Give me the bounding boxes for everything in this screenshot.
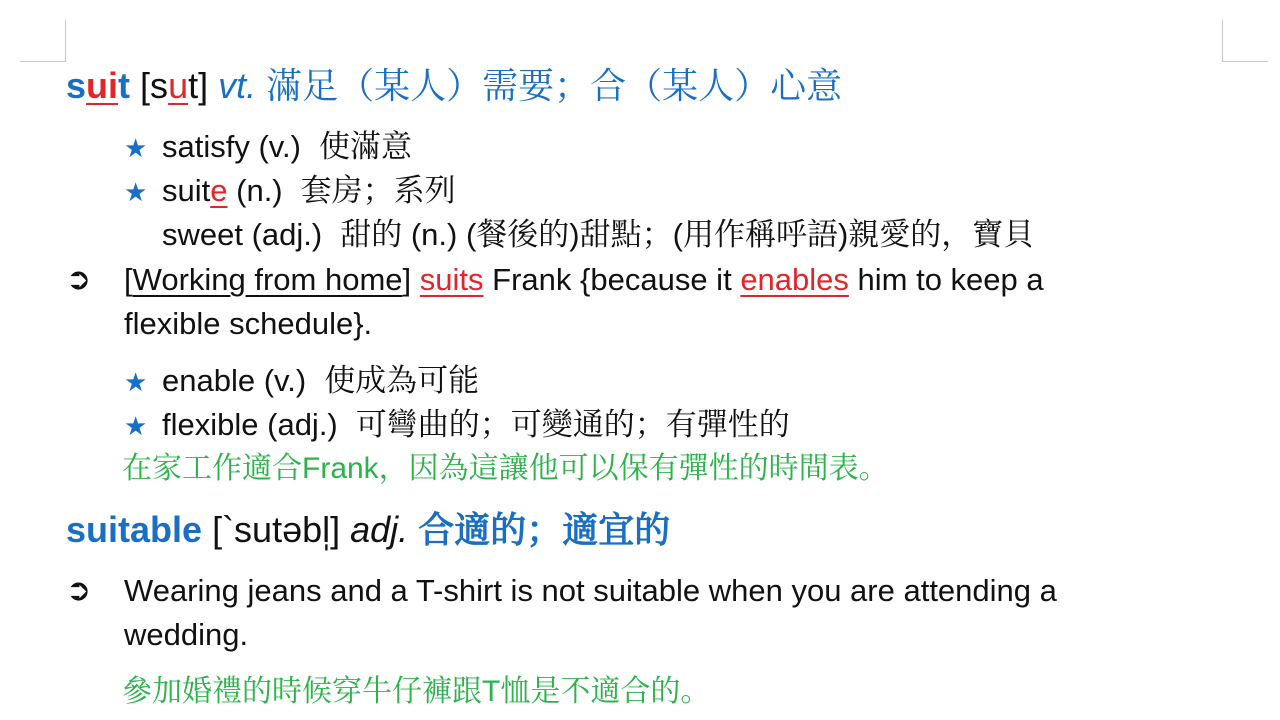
definition: 合適的；適宜的 bbox=[418, 509, 671, 550]
example-sentence-2: Wearing jeans and a T-shirt is not suitable when you are attending a bbox=[124, 573, 1057, 608]
crop-mark-left bbox=[20, 20, 66, 62]
related-word-suite: ★ suite (n.) 套房；系列 bbox=[124, 173, 456, 208]
translation-1: 在家工作適合Frank，因為這讓他可以保有彈性的時間表。 bbox=[122, 452, 889, 485]
crop-mark-right bbox=[1222, 20, 1268, 62]
related-word-enable: ★ enable (v.) 使成為可能 bbox=[124, 363, 480, 398]
related-word-sweet: sweet (adj.) 甜的 (n.) (餐後的)甜點；(用作稱呼語)親愛的，寶貝 bbox=[162, 217, 1035, 252]
star-icon: ★ bbox=[124, 133, 148, 163]
translation-2: 參加婚禮的時候穿牛仔褲跟T恤是不適合的。 bbox=[122, 675, 711, 708]
part-of-speech: adj. bbox=[350, 509, 409, 550]
example-sentence-1: [Working from home] suits Frank {because it enables him to keep a bbox=[124, 262, 1044, 297]
pronunciation: [`sutəbl̩] bbox=[212, 509, 341, 550]
definition: 滿足（某人）需要；合（某人）心意 bbox=[266, 65, 843, 106]
part-of-speech: vt. bbox=[218, 65, 257, 106]
subject-phrase: Working from home bbox=[132, 262, 403, 297]
verb-highlight: suits bbox=[419, 262, 484, 297]
headword: suit bbox=[66, 65, 131, 106]
related-word-flexible: ★ flexible (adj.) 可彎曲的；可變通的；有彈性的 bbox=[124, 407, 790, 442]
pronunciation: [sut] bbox=[140, 65, 209, 106]
entry-heading-suitable bbox=[66, 510, 670, 550]
arrow-icon: ➲ bbox=[66, 573, 92, 608]
star-icon: ★ bbox=[124, 367, 148, 397]
example-sentence-1-line2: flexible schedule}. bbox=[124, 306, 373, 341]
headword: suitable bbox=[66, 509, 203, 550]
related-word-satisfy: ★ satisfy (v.) 使滿意 bbox=[124, 129, 412, 164]
star-icon: ★ bbox=[124, 411, 148, 441]
entry-heading-suit bbox=[66, 66, 842, 106]
arrow-icon: ➲ bbox=[66, 262, 92, 297]
star-icon: ★ bbox=[124, 177, 148, 207]
example-sentence-2-line2: wedding. bbox=[124, 617, 249, 652]
verb-highlight: enables bbox=[740, 262, 849, 297]
